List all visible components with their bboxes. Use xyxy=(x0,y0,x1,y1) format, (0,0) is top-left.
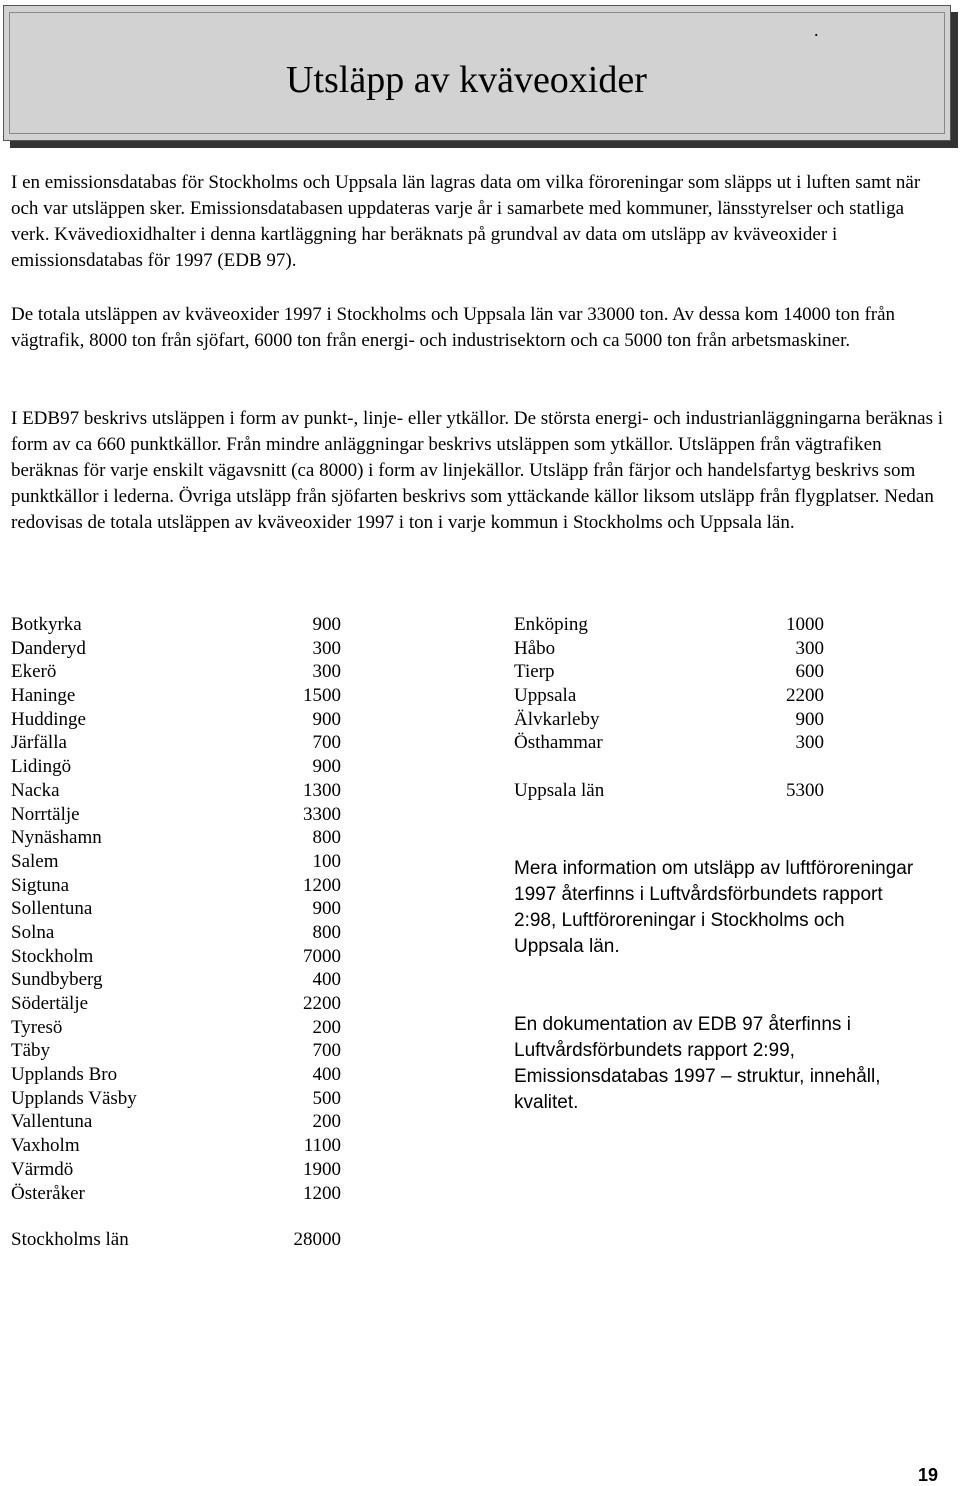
stockholm-municipality-value: 800 xyxy=(312,921,341,943)
totals-paragraph: De totala utsläppen av kväveoxider 1997 i Stockholms och Uppsala län var 33000 ton. Av dessa kom 14000 ton från vägtrafik, 8000 ton från sjöfart, 6000 ton från energi- och industrisektorn och ca 5000 ton från arbetsmaskiner. xyxy=(11,304,896,351)
uppsala-municipality-value: 300 xyxy=(795,732,824,754)
stockholm-municipality-value: 1900 xyxy=(303,1158,341,1180)
uppsala-municipality-row xyxy=(514,613,834,637)
uppsala-total-name: Uppsala län xyxy=(514,780,605,801)
stockholm-municipality-name: Sigtuna xyxy=(11,874,70,896)
stockholm-total-row xyxy=(11,1228,341,1252)
stockholm-municipality-value: 1200 xyxy=(303,1182,341,1204)
stockholm-municipality-value: 100 xyxy=(312,850,341,872)
stockholm-municipality-value: 7000 xyxy=(303,945,341,967)
stockholm-municipality-value: 1100 xyxy=(303,1135,341,1157)
stockholm-municipality-row xyxy=(11,1182,341,1206)
stockholm-municipality-row xyxy=(11,684,341,708)
uppsala-municipality-name: Enköping xyxy=(514,614,588,635)
stockholm-municipality-name: Botkyrka xyxy=(11,614,82,635)
uppsala-total-row xyxy=(514,779,834,803)
stockholm-municipality-name: Värmdö xyxy=(11,1158,74,1180)
uppsala-municipality-value: 600 xyxy=(795,661,824,683)
stockholm-municipality-row xyxy=(11,755,341,779)
uppsala-municipality-row xyxy=(514,637,834,661)
stockholm-municipality-row xyxy=(11,1134,341,1158)
stockholm-municipality-row xyxy=(11,1110,341,1134)
stockholm-municipality-value: 700 xyxy=(312,1040,341,1062)
stockholm-municipality-name: Huddinge xyxy=(11,708,86,730)
stockholm-municipality-value: 2200 xyxy=(303,993,341,1014)
documentation-note: En dokumentation av EDB 97 återfinns i Luftvårdsförbundets rapport 2:99, Emissionsdatabas 1997 – struktur, innehåll, kvalitet. xyxy=(514,1014,881,1113)
stockholm-municipality-row xyxy=(11,874,341,898)
stockholm-municipality-name: Nynäshamn xyxy=(11,827,102,849)
stockholm-municipality-value: 400 xyxy=(312,1064,341,1086)
stockholm-municipality-value: 300 xyxy=(312,661,341,683)
stockholm-municipality-name: Salem xyxy=(11,850,59,872)
stockholm-municipality-row xyxy=(11,803,341,827)
uppsala-municipality-name: Håbo xyxy=(514,637,556,659)
stockholm-municipality-row xyxy=(11,921,341,945)
stockholm-municipality-table xyxy=(11,613,341,1205)
stockholm-municipality-name: Norrtälje xyxy=(11,803,80,825)
stockholm-municipality-row xyxy=(11,708,341,732)
stockholm-municipality-value: 900 xyxy=(312,614,341,635)
stockholm-municipality-value: 500 xyxy=(312,1087,341,1109)
title-banner xyxy=(3,5,951,141)
stockholm-municipality-name: Stockholm xyxy=(11,945,94,967)
stockholm-municipality-name: Sollentuna xyxy=(11,898,93,920)
uppsala-municipality-value: 900 xyxy=(795,708,824,730)
stockholm-municipality-row xyxy=(11,992,341,1016)
uppsala-municipality-name: Tierp xyxy=(514,661,555,683)
stockholm-municipality-name: Haninge xyxy=(11,685,76,707)
stockholm-municipality-value: 900 xyxy=(312,708,341,730)
stockholm-municipality-row xyxy=(11,1039,341,1063)
stockholm-municipality-name: Nacka xyxy=(11,779,60,801)
stockholm-municipality-name: Järfälla xyxy=(11,732,67,754)
stockholm-municipality-value: 3300 xyxy=(303,803,341,825)
stockholm-municipality-name: Upplands Bro xyxy=(11,1064,118,1086)
stockholm-municipality-row xyxy=(11,826,341,850)
stockholm-municipality-value: 400 xyxy=(312,969,341,991)
stockholm-municipality-name: Vallentuna xyxy=(11,1111,93,1133)
uppsala-municipality-value: 2200 xyxy=(786,685,824,707)
stockholm-municipality-row xyxy=(11,1063,341,1087)
stockholm-municipality-row xyxy=(11,731,341,755)
title-dot: . xyxy=(814,20,819,40)
stockholm-total-value: 28000 xyxy=(293,1229,341,1250)
stockholm-municipality-value: 800 xyxy=(312,827,341,849)
stockholm-municipality-name: Österåker xyxy=(11,1182,85,1204)
stockholm-municipality-value: 200 xyxy=(312,1016,341,1038)
stockholm-municipality-name: Sundbyberg xyxy=(11,969,103,991)
uppsala-municipality-row xyxy=(514,731,834,755)
uppsala-municipality-name: Uppsala xyxy=(514,685,577,707)
stockholm-municipality-name: Vaxholm xyxy=(11,1135,80,1157)
uppsala-municipality-value: 1000 xyxy=(786,614,824,635)
stockholm-municipality-row xyxy=(11,637,341,661)
intro-paragraph: I en emissionsdatabas för Stockholms och Uppsala län lagras data om vilka föroreningar som släpps ut i luften samt när och var utsläppen sker. Emissionsdatabasen uppdateras varje år i samarbete med kommuner, länsstyrelser och statliga verk. Kvävedioxidhalter i denna kartläggning har beräknats på grundval av data om utsläpp av kväveoxider i emissionsdatabas för 1997 (EDB 97). xyxy=(11,172,921,271)
stockholm-municipality-name: Täby xyxy=(11,1040,51,1062)
stockholm-municipality-name: Södertälje xyxy=(11,993,89,1014)
stockholm-municipality-row xyxy=(11,945,341,969)
stockholm-total-name: Stockholms län xyxy=(11,1229,129,1250)
sources-paragraph: I EDB97 beskrivs utsläppen i form av punkt-, linje- eller ytkällor. De största energi- och industrianläggningarna beräknas i form av ca 660 punktkällor. Från mindre anläggningar beskrivs utsläppen som ytkällor. Utsläppen från vägtrafiken beräknas för varje enskilt vägavsnitt (ca 8000) i form av linjekällor. Utsläpp från färjor och handelsfartyg beskrivs som punktkällor i lederna. Övriga utsläpp från sjöfarten beskrivs som yttäckande källor liksom utsläpp från flygplatser. Nedan redovisas de totala utsläppen av kväveoxider 1997 i ton i varje kommun i Stockholms och Uppsala län. xyxy=(11,408,943,533)
stockholm-municipality-value: 900 xyxy=(312,756,341,778)
uppsala-municipality-table xyxy=(514,613,834,755)
stockholm-municipality-row xyxy=(11,1016,341,1040)
stockholm-municipality-row xyxy=(11,779,341,803)
stockholm-municipality-name: Solna xyxy=(11,921,55,943)
page-title: Utsläpp av kväveoxider xyxy=(286,59,647,101)
stockholm-municipality-row xyxy=(11,897,341,921)
stockholm-municipality-name: Danderyd xyxy=(11,637,86,659)
stockholm-municipality-row xyxy=(11,968,341,992)
stockholm-municipality-value: 1200 xyxy=(303,874,341,896)
stockholm-municipality-value: 700 xyxy=(312,732,341,754)
uppsala-municipality-row xyxy=(514,684,834,708)
stockholm-municipality-name: Lidingö xyxy=(11,756,72,778)
stockholm-municipality-row xyxy=(11,1087,341,1111)
stockholm-municipality-value: 1500 xyxy=(303,685,341,707)
stockholm-municipality-name: Ekerö xyxy=(11,661,57,683)
uppsala-municipality-value: 300 xyxy=(795,637,824,659)
page-number: 19 xyxy=(918,1465,939,1485)
stockholm-municipality-value: 200 xyxy=(312,1111,341,1133)
uppsala-municipality-name: Östhammar xyxy=(514,732,603,754)
stockholm-municipality-row xyxy=(11,1158,341,1182)
uppsala-municipality-name: Älvkarleby xyxy=(514,708,600,730)
stockholm-municipality-row xyxy=(11,613,341,637)
stockholm-municipality-name: Upplands Väsby xyxy=(11,1087,137,1109)
stockholm-municipality-value: 900 xyxy=(312,898,341,920)
uppsala-municipality-row xyxy=(514,708,834,732)
more-information-note: Mera information om utsläpp av luftföroreningar 1997 återfinns i Luftvårdsförbundets rapport 2:98, Luftföroreningar i Stockholms och Uppsala län. xyxy=(514,858,914,957)
uppsala-total-value: 5300 xyxy=(786,780,824,801)
stockholm-municipality-value: 1300 xyxy=(303,779,341,801)
stockholm-municipality-name: Tyresö xyxy=(11,1016,63,1038)
uppsala-municipality-row xyxy=(514,660,834,684)
stockholm-municipality-row xyxy=(11,850,341,874)
stockholm-municipality-row xyxy=(11,660,341,684)
stockholm-municipality-value: 300 xyxy=(312,637,341,659)
